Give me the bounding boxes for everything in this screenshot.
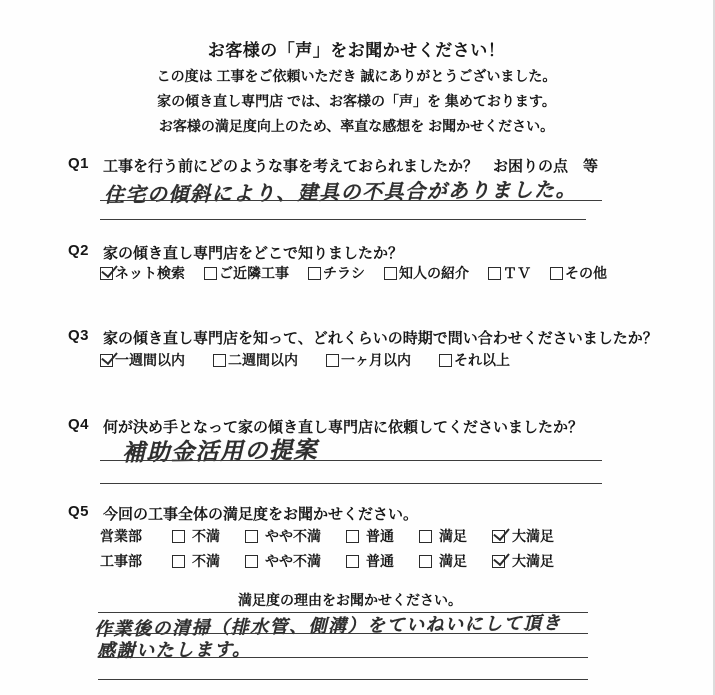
checkbox[interactable]: [172, 555, 185, 568]
rating-sales-fuman[interactable]: [172, 526, 220, 546]
question-number: Q5: [68, 503, 90, 520]
option-label: その他: [565, 265, 607, 281]
option-other[interactable]: [550, 263, 607, 283]
checkbox[interactable]: [326, 354, 339, 367]
intro-line-1: この度は 工事をご依頼いただき 誠にありがとうございました。: [156, 68, 557, 84]
option-label: 大満足: [512, 553, 554, 569]
intro-line-3: お客様の満足度向上のため、率直な感想を お聞かせください。: [158, 118, 555, 134]
checkbox[interactable]: [172, 530, 185, 543]
answer-line: [100, 460, 602, 461]
question-text: 今回の工事全体の満足度をお聞かせください。: [103, 506, 419, 523]
question-q5: [68, 503, 418, 524]
option-label: 満足: [439, 553, 467, 569]
reason-label: 満足度の理由をお聞かせください。: [238, 592, 462, 608]
rating-construction-manzoku[interactable]: [419, 551, 467, 571]
question-text: 家の傾き直し専門店を知って、どれくらいの時期で問い合わせくださいましたか？: [103, 330, 658, 347]
rating-construction-daimanzoku[interactable]: [492, 551, 554, 571]
rating-row-label: 営業部: [100, 528, 142, 544]
option-label: 大満足: [512, 528, 554, 544]
page-title: お客様の「声」をお聞かせください！: [207, 41, 506, 60]
option-label: それ以上: [454, 352, 510, 368]
option-label: やや不満: [265, 553, 321, 569]
question-number: Q1: [68, 155, 90, 172]
option-longer[interactable]: [439, 350, 510, 370]
option-label: 一ヶ月以内: [341, 352, 411, 368]
handwritten-answer-q1: 住宅の傾斜により、建具の不具合がありました。: [103, 177, 578, 207]
rating-row-construction: [100, 551, 554, 571]
option-label: 満足: [439, 528, 467, 544]
rating-construction-fuman[interactable]: [172, 551, 220, 571]
answer-line: [98, 657, 588, 658]
rating-row-label: 工事部: [100, 553, 142, 569]
question-text: 家の傾き直し専門店をどこで知りましたか？: [103, 245, 404, 262]
option-referral[interactable]: [384, 263, 469, 283]
answer-line: [98, 633, 588, 634]
option-within-1-week[interactable]: [100, 350, 185, 370]
option-label: 普通: [366, 528, 394, 544]
checkmark-icon: [493, 523, 510, 540]
checkbox[interactable]: [384, 267, 397, 280]
checkbox[interactable]: [213, 354, 226, 367]
intro-line-2: 家の傾き直し専門店 では、お客様の「声」を 集めております。: [157, 93, 556, 109]
checkbox[interactable]: [550, 267, 563, 280]
answer-line: [100, 219, 586, 220]
option-label: チラシ: [323, 265, 365, 281]
question-q3: [68, 327, 658, 348]
checkbox[interactable]: [488, 267, 501, 280]
option-net-search[interactable]: [100, 263, 185, 283]
answer-line: [98, 679, 588, 680]
rating-construction-yaya-fuman[interactable]: [245, 551, 321, 571]
option-flyer[interactable]: [308, 263, 365, 283]
question-number: Q2: [68, 242, 90, 259]
checkbox[interactable]: [204, 267, 217, 280]
option-label: 二週間以内: [228, 352, 298, 368]
checkmark-icon: [493, 548, 510, 565]
intro-text: [0, 64, 713, 139]
option-label: ご近隣工事: [219, 265, 289, 281]
q2-options: [100, 263, 607, 283]
option-label: 一週間以内: [115, 352, 185, 368]
option-within-2-weeks[interactable]: [213, 350, 298, 370]
rating-construction-futsuu[interactable]: [346, 551, 394, 571]
rating-row-sales: [100, 526, 554, 546]
option-label: 不満: [192, 528, 220, 544]
option-label: やや不満: [265, 528, 321, 544]
handwritten-reason-line-2: 感謝いたします。: [96, 639, 252, 662]
handwritten-answer-q4: 補助金活用の提案: [121, 437, 319, 467]
checkbox[interactable]: [346, 530, 359, 543]
question-text: 工事を行う前にどのような事を考えておられましたか？ お困りの点 等: [103, 158, 599, 175]
checkbox[interactable]: [100, 267, 113, 280]
option-neighborhood-work[interactable]: [204, 263, 289, 283]
option-label: 不満: [192, 553, 220, 569]
checkbox[interactable]: [419, 555, 432, 568]
rating-sales-manzoku[interactable]: [419, 526, 467, 546]
option-label: ネット検索: [115, 265, 185, 281]
option-tv[interactable]: [488, 263, 531, 283]
answer-line: [98, 612, 588, 613]
checkbox[interactable]: [492, 530, 505, 543]
option-label: 知人の紹介: [399, 265, 469, 281]
checkbox[interactable]: [419, 530, 432, 543]
question-number: Q3: [68, 327, 90, 344]
rating-sales-futsuu[interactable]: [346, 526, 394, 546]
checkbox[interactable]: [492, 555, 505, 568]
checkbox[interactable]: [439, 354, 452, 367]
rating-sales-yaya-fuman[interactable]: [245, 526, 321, 546]
question-q2: [68, 242, 403, 263]
checkbox[interactable]: [245, 555, 258, 568]
question-number: Q4: [68, 416, 90, 433]
answer-line: [100, 483, 602, 484]
option-label: ＴＶ: [503, 265, 531, 281]
answer-line: [100, 200, 602, 201]
rating-sales-daimanzoku[interactable]: [492, 526, 554, 546]
checkbox[interactable]: [308, 267, 321, 280]
question-text: 何が決め手となって家の傾き直し専門店に依頼してくださいましたか？: [103, 419, 584, 436]
checkbox[interactable]: [245, 530, 258, 543]
handwritten-reason-line-1: 作業後の清掃（排水管、側溝）をていねいにして頂き: [93, 612, 563, 641]
option-label: 普通: [366, 553, 394, 569]
q3-options: [100, 350, 510, 370]
checkbox[interactable]: [346, 555, 359, 568]
option-within-1-month[interactable]: [326, 350, 411, 370]
checkbox[interactable]: [100, 354, 113, 367]
